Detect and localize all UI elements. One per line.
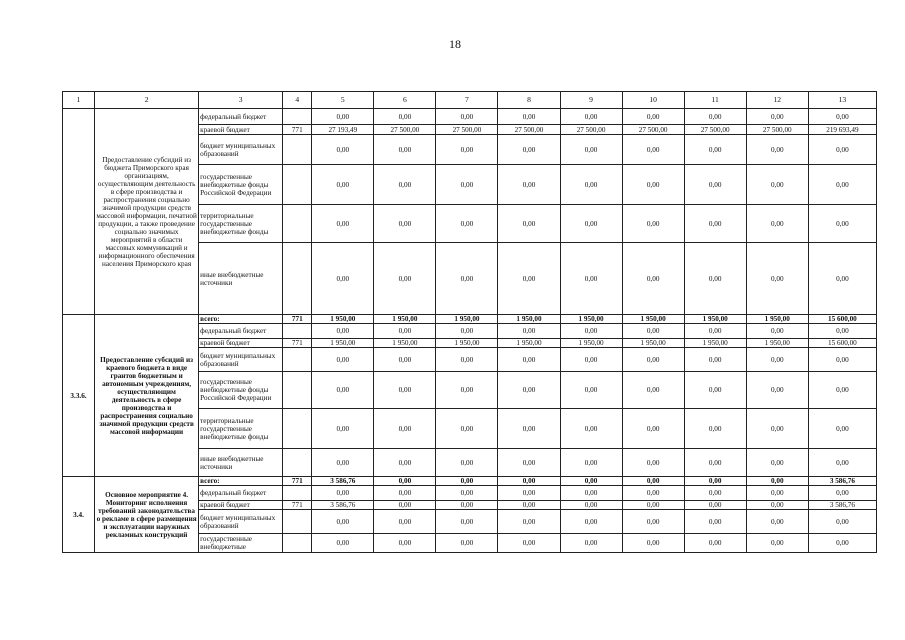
funding-source: территориальные государственные внебюджетные фонды — [199, 205, 283, 243]
year-value: 0,00 — [436, 205, 498, 243]
year-value: 0,00 — [746, 135, 808, 165]
year-value: 0,00 — [312, 409, 374, 449]
funding-source: территориальные государственные внебюджетные фонды — [199, 409, 283, 449]
table-body — [63, 92, 877, 553]
budget-code: 771 — [283, 315, 312, 324]
item-description — [95, 315, 199, 477]
year-value: 0,00 — [498, 510, 560, 534]
total-value: 0,00 — [808, 135, 876, 165]
year-value: 0,00 — [746, 477, 808, 486]
year-value: 0,00 — [622, 165, 684, 205]
year-value: 1 950,00 — [684, 315, 746, 324]
header-cell: 3 — [199, 92, 283, 109]
year-value: 0,00 — [312, 135, 374, 165]
year-value: 0,00 — [684, 449, 746, 477]
total-value: 15 600,00 — [808, 315, 876, 324]
header-cell: 2 — [95, 92, 199, 109]
year-value: 0,00 — [436, 135, 498, 165]
year-value: 0,00 — [622, 501, 684, 510]
year-value: 0,00 — [622, 409, 684, 449]
table-row — [63, 315, 877, 324]
year-value: 0,00 — [312, 324, 374, 339]
budget-code: 771 — [283, 477, 312, 486]
year-value: 0,00 — [560, 510, 622, 534]
budget-code — [283, 534, 312, 553]
year-value: 0,00 — [622, 510, 684, 534]
year-value: 0,00 — [622, 372, 684, 409]
year-value: 0,00 — [622, 135, 684, 165]
year-value: 0,00 — [746, 348, 808, 372]
header-cell: 11 — [684, 92, 746, 109]
year-value: 0,00 — [374, 109, 436, 125]
year-value: 0,00 — [560, 243, 622, 315]
year-value: 0,00 — [560, 486, 622, 501]
total-value: 0,00 — [808, 324, 876, 339]
year-value: 0,00 — [374, 324, 436, 339]
year-value: 0,00 — [746, 205, 808, 243]
year-value: 0,00 — [684, 165, 746, 205]
table-row — [63, 109, 877, 125]
year-value: 0,00 — [622, 348, 684, 372]
year-value: 1 950,00 — [436, 315, 498, 324]
year-value: 0,00 — [374, 534, 436, 553]
year-value: 0,00 — [436, 324, 498, 339]
total-value: 15 600,00 — [808, 339, 876, 348]
budget-code — [283, 409, 312, 449]
year-value: 27 500,00 — [560, 125, 622, 135]
year-value: 0,00 — [498, 534, 560, 553]
year-value: 0,00 — [560, 324, 622, 339]
budget-code — [283, 165, 312, 205]
year-value: 0,00 — [436, 534, 498, 553]
year-value: 0,00 — [312, 449, 374, 477]
year-value: 0,00 — [374, 501, 436, 510]
year-value: 0,00 — [684, 243, 746, 315]
year-value: 0,00 — [436, 477, 498, 486]
year-value: 0,00 — [560, 372, 622, 409]
year-value: 0,00 — [746, 501, 808, 510]
year-value: 1 950,00 — [746, 315, 808, 324]
year-value: 0,00 — [436, 501, 498, 510]
year-value: 0,00 — [560, 409, 622, 449]
year-value: 0,00 — [374, 205, 436, 243]
year-value: 0,00 — [622, 486, 684, 501]
year-value: 1 950,00 — [622, 339, 684, 348]
year-value: 1 950,00 — [560, 339, 622, 348]
year-value: 3 586,76 — [312, 477, 374, 486]
funding-source: всего: — [199, 477, 283, 486]
funding-source: иные внебюджетные источники — [199, 243, 283, 315]
header-cell: 12 — [746, 92, 808, 109]
total-value: 0,00 — [808, 205, 876, 243]
year-value: 0,00 — [684, 109, 746, 125]
header-cell: 9 — [560, 92, 622, 109]
funding-source: краевой бюджет — [199, 125, 283, 135]
year-value: 0,00 — [498, 324, 560, 339]
year-value: 0,00 — [498, 486, 560, 501]
budget-code — [283, 109, 312, 125]
header-cell: 8 — [498, 92, 560, 109]
year-value: 0,00 — [746, 165, 808, 205]
year-value: 0,00 — [374, 165, 436, 205]
header-cell: 7 — [436, 92, 498, 109]
item-code — [63, 109, 95, 315]
table-row — [63, 477, 877, 486]
year-value: 0,00 — [560, 109, 622, 125]
funding-source: государственные внебюджетные — [199, 534, 283, 553]
year-value: 0,00 — [498, 135, 560, 165]
item-code: 3.3.6. — [63, 315, 95, 477]
year-value: 0,00 — [622, 243, 684, 315]
year-value: 1 950,00 — [312, 339, 374, 348]
year-value: 27 500,00 — [498, 125, 560, 135]
year-value: 0,00 — [684, 477, 746, 486]
total-value: 0,00 — [808, 348, 876, 372]
year-value: 0,00 — [622, 477, 684, 486]
year-value: 1 950,00 — [498, 315, 560, 324]
year-value: 0,00 — [498, 243, 560, 315]
year-value: 0,00 — [684, 510, 746, 534]
header-row — [63, 92, 877, 109]
funding-source: бюджет муниципальных образований — [199, 135, 283, 165]
year-value: 0,00 — [498, 501, 560, 510]
year-value: 27 500,00 — [374, 125, 436, 135]
budget-code — [283, 510, 312, 534]
funding-source: всего: — [199, 315, 283, 324]
total-value: 0,00 — [808, 165, 876, 205]
total-value: 0,00 — [808, 372, 876, 409]
budget-code: 771 — [283, 339, 312, 348]
year-value: 0,00 — [622, 205, 684, 243]
item-description-text: Предоставление субсидий из краевого бюджета в виде грантов бюджетным и автономным учреждениям, осуществляющим деятельность в сфере производства и распространения социально значимой продукции средств массовой информации — [99, 355, 194, 436]
year-value: 0,00 — [374, 510, 436, 534]
year-value: 0,00 — [746, 449, 808, 477]
year-value: 0,00 — [498, 348, 560, 372]
year-value: 0,00 — [436, 510, 498, 534]
funding-source: краевой бюджет — [199, 339, 283, 348]
year-value: 0,00 — [746, 510, 808, 534]
funding-source: краевой бюджет — [199, 501, 283, 510]
funding-source: иные внебюджетные источники — [199, 449, 283, 477]
year-value: 0,00 — [560, 501, 622, 510]
year-value: 0,00 — [312, 348, 374, 372]
year-value: 1 950,00 — [684, 339, 746, 348]
year-value: 0,00 — [560, 205, 622, 243]
header-cell: 1 — [63, 92, 95, 109]
year-value: 0,00 — [498, 109, 560, 125]
budget-code: 771 — [283, 501, 312, 510]
budget-code — [283, 449, 312, 477]
total-value: 219 693,49 — [808, 125, 876, 135]
funding-source: бюджет муниципальных образований — [199, 348, 283, 372]
year-value: 0,00 — [560, 165, 622, 205]
year-value: 1 950,00 — [746, 339, 808, 348]
year-value: 0,00 — [746, 486, 808, 501]
year-value: 0,00 — [498, 477, 560, 486]
year-value: 0,00 — [560, 348, 622, 372]
year-value: 0,00 — [374, 477, 436, 486]
year-value: 0,00 — [374, 409, 436, 449]
header-cell: 13 — [808, 92, 876, 109]
funding-source: федеральный бюджет — [199, 486, 283, 501]
year-value: 1 950,00 — [560, 315, 622, 324]
year-value: 0,00 — [622, 534, 684, 553]
year-value: 0,00 — [374, 135, 436, 165]
total-value: 0,00 — [808, 409, 876, 449]
year-value: 0,00 — [312, 109, 374, 125]
year-value: 0,00 — [560, 477, 622, 486]
budget-code — [283, 372, 312, 409]
item-code: 3.4. — [63, 477, 95, 553]
total-value: 0,00 — [808, 243, 876, 315]
year-value: 0,00 — [374, 372, 436, 409]
year-value: 1 950,00 — [312, 315, 374, 324]
budget-code — [283, 243, 312, 315]
budget-code — [283, 486, 312, 501]
year-value: 27 500,00 — [436, 125, 498, 135]
year-value: 0,00 — [436, 109, 498, 125]
header-cell: 10 — [622, 92, 684, 109]
year-value: 0,00 — [436, 372, 498, 409]
funding-source: бюджет муниципальных образований — [199, 510, 283, 534]
year-value: 0,00 — [436, 449, 498, 477]
year-value: 0,00 — [684, 486, 746, 501]
year-value: 0,00 — [746, 243, 808, 315]
year-value: 0,00 — [436, 243, 498, 315]
year-value: 0,00 — [746, 534, 808, 553]
year-value: 0,00 — [498, 409, 560, 449]
year-value: 0,00 — [498, 205, 560, 243]
budget-code — [283, 348, 312, 372]
year-value: 27 193,49 — [312, 125, 374, 135]
year-value: 1 950,00 — [374, 339, 436, 348]
year-value: 0,00 — [436, 486, 498, 501]
total-value: 3 586,76 — [808, 501, 876, 510]
year-value: 0,00 — [622, 109, 684, 125]
year-value: 0,00 — [498, 449, 560, 477]
year-value: 0,00 — [312, 534, 374, 553]
year-value: 0,00 — [560, 135, 622, 165]
year-value: 0,00 — [684, 205, 746, 243]
year-value: 0,00 — [746, 372, 808, 409]
header-cell: 5 — [312, 92, 374, 109]
year-value: 1 950,00 — [622, 315, 684, 324]
year-value: 0,00 — [560, 534, 622, 553]
budget-code — [283, 205, 312, 243]
funding-source: государственные внебюджетные фонды Российской Федерации — [199, 165, 283, 205]
year-value: 0,00 — [622, 324, 684, 339]
year-value: 27 500,00 — [746, 125, 808, 135]
year-value: 0,00 — [622, 449, 684, 477]
year-value: 0,00 — [684, 372, 746, 409]
year-value: 0,00 — [374, 449, 436, 477]
header-cell: 6 — [374, 92, 436, 109]
year-value: 0,00 — [560, 449, 622, 477]
funding-source: государственные внебюджетные фонды Российской Федерации — [199, 372, 283, 409]
item-title: Основное мероприятие 4. — [105, 490, 189, 499]
budget-code — [283, 135, 312, 165]
year-value: 0,00 — [684, 534, 746, 553]
header-cell: 4 — [283, 92, 312, 109]
total-value: 0,00 — [808, 449, 876, 477]
year-value: 27 500,00 — [684, 125, 746, 135]
year-value: 0,00 — [374, 348, 436, 372]
year-value: 0,00 — [312, 486, 374, 501]
year-value: 1 950,00 — [498, 339, 560, 348]
year-value: 0,00 — [684, 501, 746, 510]
year-value: 0,00 — [684, 409, 746, 449]
year-value: 0,00 — [684, 135, 746, 165]
year-value: 0,00 — [746, 109, 808, 125]
year-value: 0,00 — [498, 372, 560, 409]
year-value: 1 950,00 — [436, 339, 498, 348]
item-description-text: Предоставление субсидий из бюджета Приморского края организациям, осуществляющим деятельность в сфере производства и распространения социально значимой продукции средств массовой информации, печатной продукции, а также проведение социально значимых мероприятий в области массовых коммуникаций и информационного обеспечения населения Приморского края — [96, 155, 197, 268]
year-value: 0,00 — [312, 372, 374, 409]
budget-table — [62, 91, 877, 553]
year-value: 0,00 — [684, 324, 746, 339]
year-value: 0,00 — [746, 409, 808, 449]
item-description — [95, 109, 199, 315]
year-value: 0,00 — [436, 409, 498, 449]
funding-source: федеральный бюджет — [199, 324, 283, 339]
year-value: 0,00 — [684, 348, 746, 372]
year-value: 0,00 — [374, 486, 436, 501]
item-description — [95, 477, 199, 553]
total-value: 0,00 — [808, 109, 876, 125]
year-value: 0,00 — [436, 348, 498, 372]
total-value: 0,00 — [808, 534, 876, 553]
year-value: 0,00 — [436, 165, 498, 205]
year-value: 27 500,00 — [622, 125, 684, 135]
total-value: 0,00 — [808, 486, 876, 501]
year-value: 0,00 — [498, 165, 560, 205]
total-value: 3 586,76 — [808, 477, 876, 486]
year-value: 0,00 — [312, 510, 374, 534]
budget-code — [283, 324, 312, 339]
funding-source: федеральный бюджет — [199, 109, 283, 125]
year-value: 0,00 — [374, 243, 436, 315]
year-value: 0,00 — [746, 324, 808, 339]
year-value: 0,00 — [312, 243, 374, 315]
page-number: 18 — [449, 37, 461, 51]
year-value: 0,00 — [312, 165, 374, 205]
item-description-text: Мониторинг исполнения требований законодательства о рекламе в сфере размещения и эксплуатации наружных рекламных конструкций — [96, 498, 197, 539]
total-value: 0,00 — [808, 510, 876, 534]
year-value: 1 950,00 — [374, 315, 436, 324]
year-value: 0,00 — [312, 205, 374, 243]
budget-code: 771 — [283, 125, 312, 135]
year-value: 3 586,76 — [312, 501, 374, 510]
